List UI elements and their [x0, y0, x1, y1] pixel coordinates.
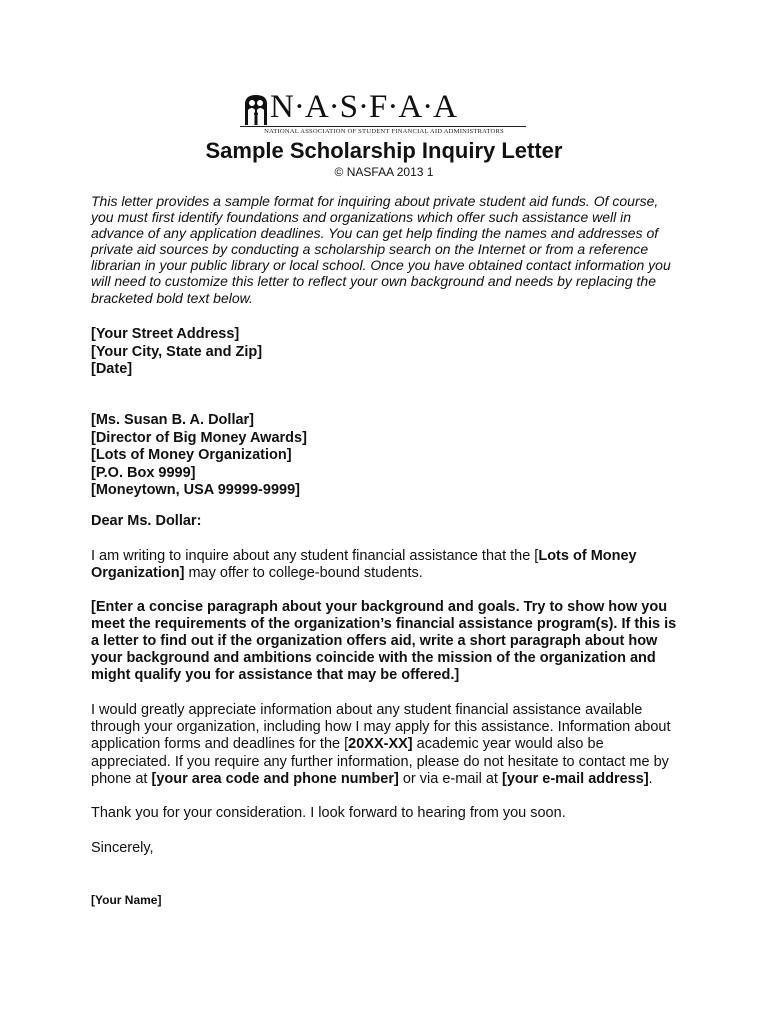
- signature-name: [Your Name]: [91, 893, 162, 907]
- family-logo-icon: [244, 94, 268, 126]
- inquiry-text-1: I am writing to inquire about any student financial assistance that the [: [91, 548, 539, 564]
- nasfaa-logo: [240, 89, 526, 139]
- logo-letters: N·A·S·F·A·A: [270, 89, 457, 125]
- info-email: [your e-mail address]: [501, 770, 649, 787]
- logo-rule: [240, 126, 526, 127]
- recipient-title: [Director of Big Money Awards]: [91, 429, 307, 446]
- recipient-city: [Moneytown, USA 99999-9999]: [91, 482, 300, 498]
- sender-date: [Date]: [91, 361, 133, 377]
- closing: Sincerely,: [91, 840, 154, 856]
- paragraph-thanks: Thank you for your consideration. I look forward to hearing from you soon.: [91, 805, 566, 821]
- recipient-box: [P.O. Box 9999]: [91, 464, 196, 481]
- logo-subtitle: NATIONAL ASSOCIATION OF STUDENT FINANCIAL AID ADMINISTRATORS: [264, 128, 504, 135]
- paragraph-information: [91, 702, 681, 788]
- info-text-1: I would greatly appreciate information about any student financial assistance available through your organization, including how I may apply for this assistance. Information about application forms and deadlines for the [: [91, 702, 671, 753]
- paragraph-inquiry: [91, 548, 681, 582]
- info-year: 20XX-XX]: [348, 736, 413, 753]
- info-text-3: or via e-mail at: [398, 770, 502, 787]
- recipient-address: [91, 412, 307, 500]
- paragraph-background: [Enter a concise paragraph about your background and goals. Try to show how you meet the requirements of the organization’s financial assistance program(s). If this is a letter to find out if the organization offers aid, write a short paragraph about how your background and ambitions coincide with the mission of the organization and might qualify you for assistance that may be offered.]: [91, 599, 677, 684]
- recipient-organization: [Lots of Money Organization]: [91, 447, 292, 463]
- salutation: Dear Ms. Dollar:: [91, 513, 202, 529]
- sender-address: [91, 326, 262, 379]
- intro-paragraph: This letter provides a sample format for inquiring about private student aid funds. Of course, you must first identify foundations and organizations which offer such assistance well in advance of any application deadlines. You can get help finding the names and addresses of private aid sources by conducting a scholarship search on the Internet or from a reference librarian in your public library or local school. Once you have obtained contact information you will need to customize this letter to reflect your own background and needs by replacing the bracketed bold text below.: [91, 193, 671, 306]
- sender-city: [Your City, State and Zip]: [91, 343, 263, 360]
- inquiry-org: Lots of Money Organization]: [91, 548, 637, 582]
- info-phone: [your area code and phone number]: [151, 770, 399, 787]
- recipient-name: [Ms. Susan B. A. Dollar]: [91, 412, 255, 428]
- page-title: Sample Scholarship Inquiry Letter: [205, 138, 563, 163]
- inquiry-text-2: may offer to college-bound students.: [184, 565, 423, 582]
- sender-street: [Your Street Address]: [91, 326, 240, 342]
- info-text-2: academic year would also be appreciated. If you require any further information, please do not hesitate to contact me by phone at: [91, 736, 669, 787]
- copyright-line: © NASFAA 2013 1: [334, 165, 434, 179]
- info-text-4: .: [648, 770, 653, 787]
